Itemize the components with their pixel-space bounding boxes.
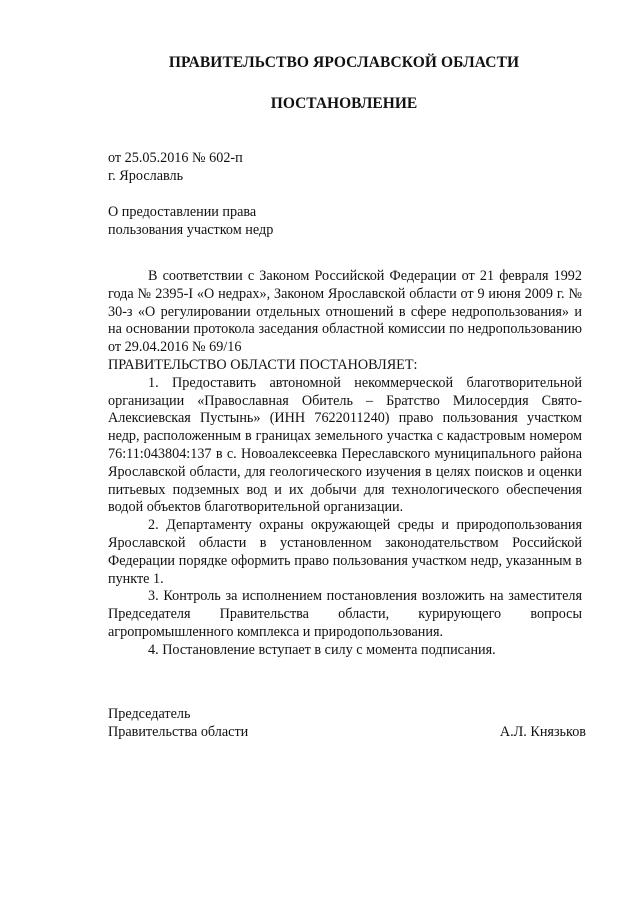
item-3-paragraph: 3. Контроль за исполнением постановления возложить на заместителя Председателя Правительства области, курирующего вопросы агропромышленного комплекса и природопользования. [108,588,582,640]
signatory-position-line-1: Председатель [108,706,191,722]
item-1-paragraph: 1. Предоставить автономной некоммерческой благотворительной организации «Православная Обитель – Братство Милосердия Свято-Алексиевская Пустынь» (ИНН 7622011240) право пользования участком недр, расположенным в границах земельного участка с кадастровым номером 76:11:043804:137 в с. Новоалексеевка Переславского муниципального района Ярославской области, для геологического изучения в целях поисков и оценки питьевых подземных вод и их добычи для технологического обеспечения водой объектов благотворительной организации. [108,374,582,516]
document-subject-line-2: пользования участком недр [108,222,274,238]
resolves-heading: ПРАВИТЕЛЬСТВО ОБЛАСТИ ПОСТАНОВЛЯЕТ: [108,356,418,373]
signatory-position [108,705,248,741]
signatory-position-line-2: Правительства области [108,724,249,740]
document-city: г. Ярославль [108,168,184,184]
document-body [108,268,582,660]
item-4-paragraph: 4. Постановление вступает в силу с момента подписания. [148,641,496,658]
government-title: ПРАВИТЕЛЬСТВО ЯРОСЛАВСКОЙ ОБЛАСТИ [168,54,520,71]
signatory-name: А.Л. Князьков [499,724,586,740]
item-2-paragraph: 2. Департаменту охраны окружающей среды и природопользования Ярославской области в установленном законодательством Российской Федерации порядке оформить право пользования участком недр, указанным в пункте 1. [108,517,582,587]
preamble-paragraph: В соответствии с Законом Российской Федерации от 21 февраля 1992 года № 2395-I «О недрах», Законом Ярославской области от 9 июня 2009 г. № 30-з «О регулировании отдельных отношений в сфере недропользования» и на основании протокола заседания областной комиссии по недропользованию от 29.04.2016 № 69/16 [108,268,582,356]
document-type-title: ПОСТАНОВЛЕНИЕ [270,95,418,112]
document-subject-line-1: О предоставлении права [108,204,257,220]
document-date-number: от 25.05.2016 № 602-п [108,150,243,166]
